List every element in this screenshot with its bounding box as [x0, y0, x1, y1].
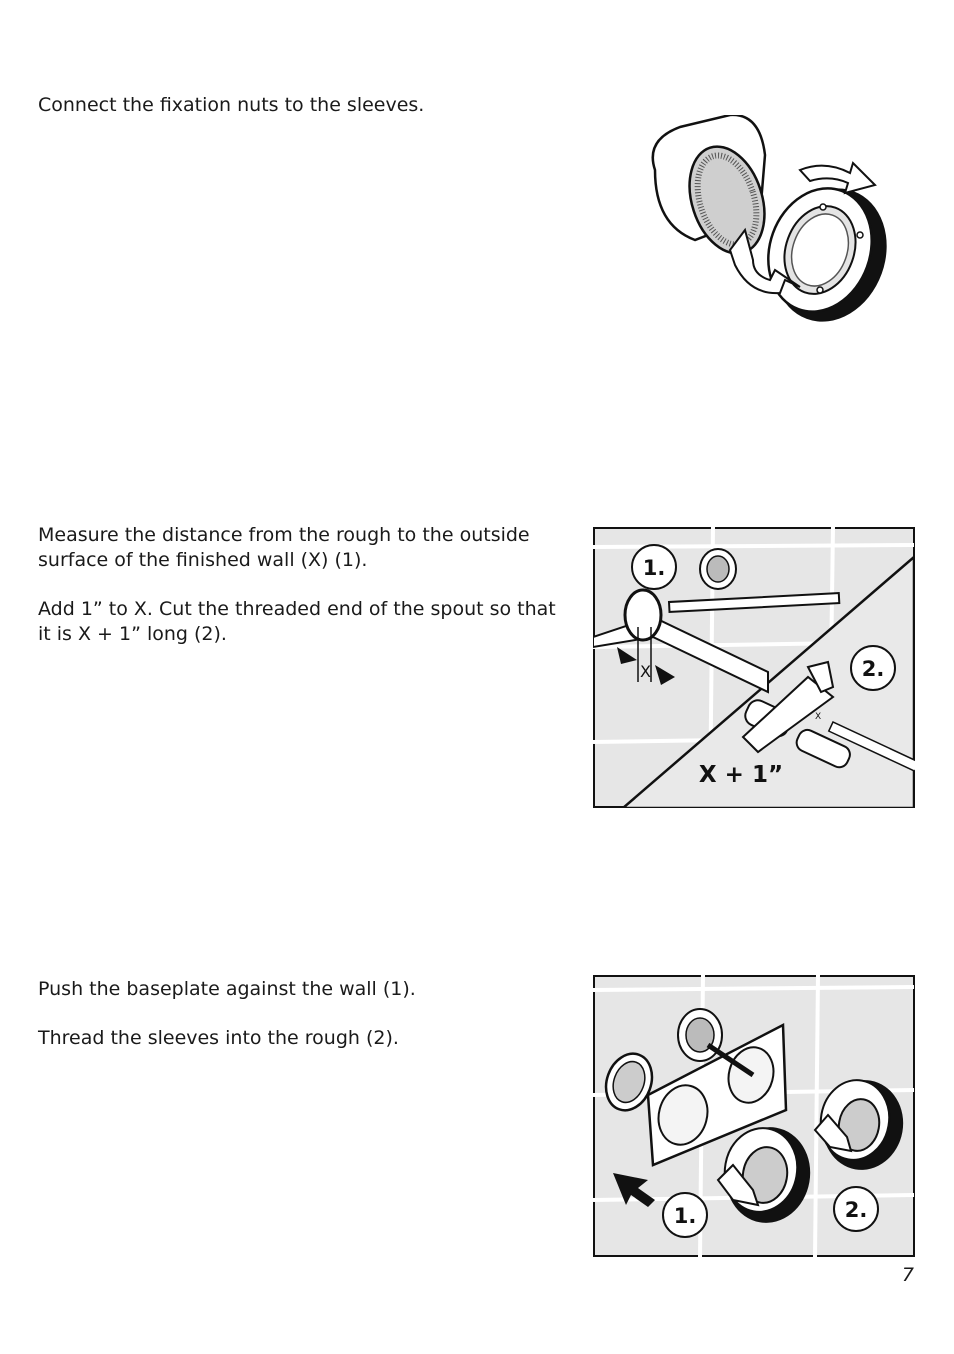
callout-1: 1. [673, 1204, 697, 1228]
step2-line: it is X + 1” long (2). [38, 623, 227, 645]
measure-cut-spout-illustration [593, 527, 915, 808]
step2-line: Measure the distance from the rough to the outside [38, 524, 530, 546]
step2-line: surface of the finished wall (X) (1). [38, 549, 368, 571]
step2-text [38, 523, 530, 573]
step3-text-b [38, 1026, 399, 1051]
step3-line: Push the baseplate against the wall (1). [38, 978, 416, 1000]
callout-1: 1. [642, 556, 666, 580]
baseplate-sleeves-illustration [593, 975, 915, 1257]
step1-line: Connect the fixation nuts to the sleeves. [38, 94, 425, 116]
step2-line: Add 1” to X. Cut the threaded end of the spout so that [38, 598, 556, 620]
callout-2: 2. [861, 657, 885, 681]
dimension-x-label: X [640, 662, 651, 681]
page-number: 7 [901, 1264, 914, 1286]
step2-text-b [38, 597, 556, 647]
step3-line: Thread the sleeves into the rough (2). [38, 1027, 399, 1049]
length-label: X + 1” [698, 762, 784, 788]
step3-text [38, 977, 416, 1002]
step1-text [38, 93, 424, 118]
callout-2: 2. [844, 1198, 868, 1222]
fixation-nut-sleeve-illustration [635, 115, 895, 330]
dimension-x-small: X [815, 712, 822, 722]
